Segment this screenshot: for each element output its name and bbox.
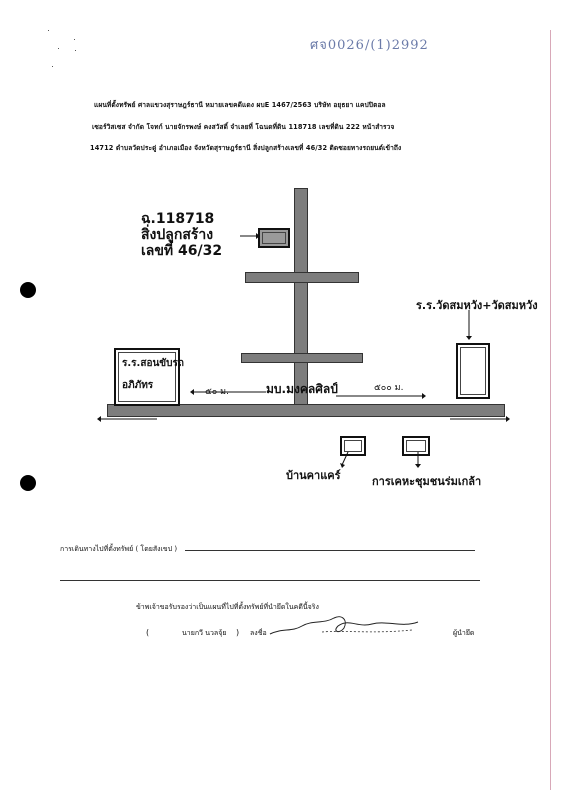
temple-school-box (456, 343, 490, 399)
parcel-number-label: ฉ.118718 (141, 211, 215, 227)
road-middle (241, 353, 363, 363)
margin-line (550, 30, 551, 790)
parcel-house-number-label: เลขที่ 46/32 (141, 243, 223, 259)
road-west-arrow-icon (97, 415, 157, 423)
driving-school-label: ร.ร.สอนขับรถ (122, 358, 184, 369)
distance-right-arrow-icon (336, 392, 426, 400)
road-upper (245, 272, 359, 283)
vertical-road (294, 188, 308, 408)
distance-right: ๕๐๐ ม. (374, 383, 404, 393)
signer-name: นายกวี นวลจุ้ย (182, 629, 227, 637)
parcel-marker (258, 228, 290, 248)
route-description-label: การเดินทางไปที่ตั้งทรัพย์ ( โดยสังเขป ) (60, 545, 178, 553)
signature-image (262, 606, 422, 640)
distance-left-arrow-icon (190, 388, 266, 396)
scan-speck (48, 30, 49, 31)
punch-hole-bottom (20, 475, 36, 491)
road-east-arrow-icon (450, 415, 510, 423)
distance-left: ๕๐ ม. (205, 387, 229, 397)
landmark-2-label: การเคหะชุมชนร่มเกล้า (372, 475, 482, 488)
scan-speck (75, 50, 76, 51)
close-paren: ) (236, 628, 240, 637)
landmark-1-arrow-icon (340, 452, 350, 468)
route-line-1 (185, 550, 475, 551)
scan-speck (58, 48, 59, 49)
role-label: ผู้นำยึด (453, 629, 475, 637)
handwritten-reference: ศจ0026/(1)2992 (310, 38, 429, 53)
scan-speck (52, 66, 53, 67)
certification-text: ข้าพเจ้าขอรับรองว่าเป็นแผนที่ไปที่ตั้งทรัพย์ที่นำยึดในคดีนี้จริง (136, 603, 319, 611)
header-line-1: แผนที่ตั้งทรัพย์ ศาลแขวงสุราษฎร์ธานี หมายเลขคดีแดง ผบE 1467/2563 บริษัท อยุธยา แคปปิตอล (94, 101, 386, 109)
temple-school-label: ร.ร.วัดสมหวัง+วัดสมหวัง (416, 299, 538, 312)
temple-arrow-icon (465, 310, 473, 340)
landmark-1-label: บ้านคาแคร์ (286, 469, 341, 482)
header-line-2: เซอร์วิสเซส จำกัด โจทก์ นายจักรพงษ์ คงสวัสดิ์ จำเลยที่ โฉนดที่ดิน 118718 เลขที่ดิน 222 หน้าสำรวจ (92, 123, 395, 131)
open-paren: ( (146, 628, 150, 637)
route-line-2 (60, 580, 480, 581)
punch-hole-top (20, 282, 36, 298)
driving-school-name: อภิภัทร (122, 380, 154, 391)
sign-label: ลงชื่อ (250, 629, 267, 637)
village-label: มบ.มงคลศิลป์ (266, 382, 338, 396)
parcel-arrow-icon (240, 232, 260, 240)
scan-speck (74, 39, 75, 40)
landmark-2-arrow-icon (414, 452, 422, 468)
parcel-building-label: สิ่งปลูกสร้าง (141, 227, 214, 243)
header-line-3: 14712 ตำบลวัดประดู่ อำเภอเมือง จังหวัดสุราษฎร์ธานี สิ่งปลูกสร้างเลขที่ 46/32 ติดซอยทางรถยนต์เข้าถึง (90, 144, 402, 152)
